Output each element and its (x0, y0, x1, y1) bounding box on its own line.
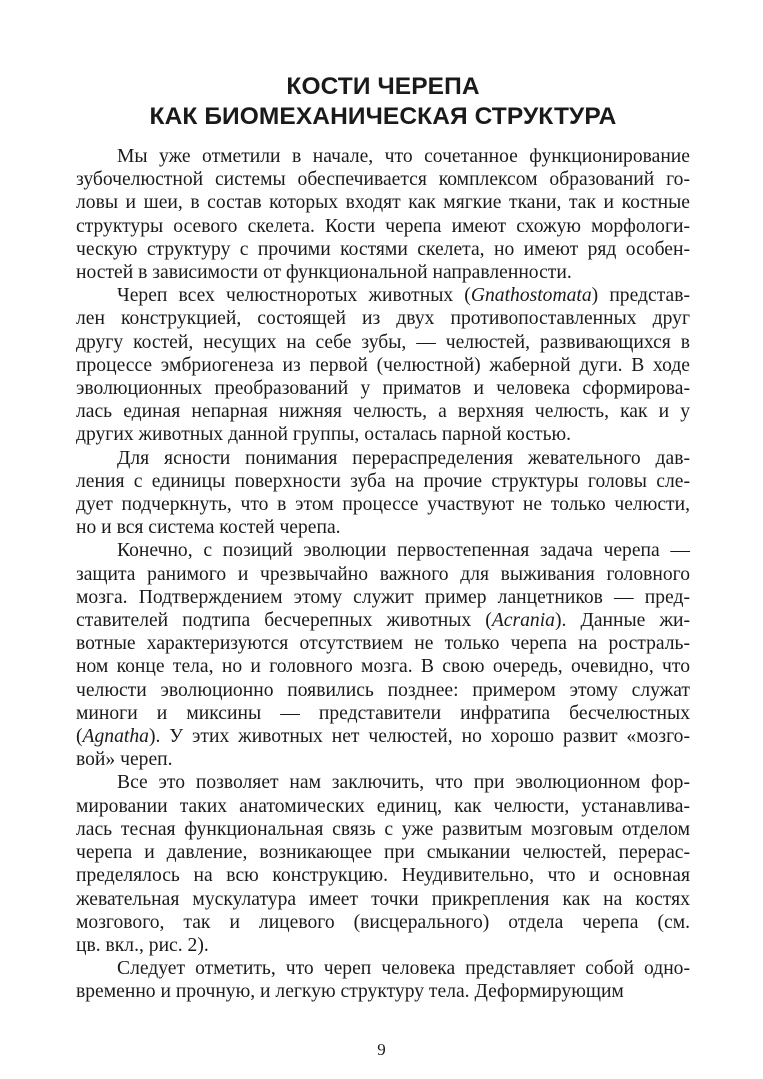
text-line: других животных данной группы, осталась парной костью. (76, 424, 572, 446)
page-number: 9 (377, 1040, 386, 1059)
text-line: ления с единицы поверхности зуба на прочие структуры головы сле- (76, 470, 690, 492)
paragraph (76, 284, 690, 446)
text-line: черепа и давление, возникающее при смыкании челюстей, перерас- (76, 842, 690, 864)
text-line: Череп всех челюстноротых животных (Gnathostomata) представ- (117, 285, 690, 307)
text-line: но и вся система костей черепа. (76, 517, 341, 539)
text-line: мозгового, так и лицевого (висцерального) отдела черепа (см. (76, 911, 690, 933)
text-line: мировании таких анатомических единиц, как челюсти, устанавлива- (76, 795, 690, 817)
paragraph (76, 957, 690, 1003)
title-line-2: КАК БИОМЕХАНИЧЕСКАЯ СТРУКТУРА (149, 103, 617, 130)
text-line: ческую структуру с прочими костями скелета, но имеют ряд особен- (76, 238, 690, 260)
text-line: ловы и шеи, в состав которых входят как мягкие ткани, так и костные (76, 192, 690, 214)
text-line: Для ясности понимания перераспределения жевательного дав- (117, 447, 690, 469)
text-line: зубочелюстной системы обеспечивается комплексом образований го- (76, 169, 690, 191)
title-line-1: КОСТИ ЧЕРЕПА (286, 73, 480, 100)
page-title (76, 72, 690, 132)
text-line: временно и прочную, и легкую структуру тела. Деформирующим (76, 981, 624, 1003)
paragraph (76, 145, 690, 284)
text-line: лась тесная функциональная связь с уже развитым мозговым отделом (76, 818, 690, 840)
text-line: процессе эмбриогенеза из первой (челюстной) жаберной дуги. В ходе (76, 354, 690, 376)
paragraph (76, 539, 690, 771)
text-line: лась единая непарная нижняя челюсть, а верхняя челюсть, как и у (76, 401, 690, 423)
text-line: мозга. Подтверждением этому служит пример ланцетников — пред- (76, 586, 690, 608)
text-line: ставителей подтипа бесчерепных животных (Acrania). Данные жи- (76, 610, 690, 632)
text-line: лен конструкцией, состоящей из двух противопоставленных друг (76, 308, 690, 330)
text-line: миноги и миксины — представители инфратипа бесчелюстных (76, 702, 690, 724)
text-line: Следует отметить, что череп человека представляет собой одно- (117, 958, 690, 980)
text-line: эволюционных преобразований у приматов и человека сформирова- (76, 378, 690, 400)
text-line: другу костей, несущих на себе зубы, — челюстей, развивающихся в (76, 331, 690, 353)
text-line: жевательная мускулатура имеет точки прикрепления как на костях (76, 888, 690, 910)
text-line: дует подчеркнуть, что в этом процессе участвуют не только челюсти, (76, 494, 690, 516)
text-line: пределялось на всю конструкцию. Неудивительно, что и основная (76, 865, 690, 887)
text-line: (Agnatha). У этих животных нет челюстей, но хорошо развит «мозго- (76, 726, 690, 748)
text-line: Все это позволяет нам заключить, что при эволюционном фор- (117, 772, 690, 794)
page-content (76, 72, 690, 1004)
text-line: защита ранимого и чрезвычайно важного для выживания головного (76, 563, 690, 585)
text-line: Конечно, с позиций эволюции первостепенная задача черепа — (117, 540, 690, 562)
text-line: ностей в зависимости от функциональной направленности. (76, 262, 572, 284)
text-line: челюсти эволюционно появились позднее: примером этому служат (76, 679, 690, 701)
paragraph (76, 447, 690, 540)
paragraph (76, 771, 690, 957)
body-text (76, 145, 690, 1004)
text-line: структуры осевого скелета. Кости черепа имеют схожую морфологи- (76, 215, 690, 237)
text-line: ном конце тела, но и головного мозга. В свою очередь, очевидно, что (76, 656, 690, 678)
text-line: вой» череп. (76, 749, 173, 771)
text-line: цв. вкл., рис. 2). (76, 934, 209, 956)
text-line: вотные характеризуются отсутствием не только черепа на ростраль- (76, 633, 690, 655)
text-line: Мы уже отметили в начале, что сочетанное функционирование (117, 146, 690, 167)
